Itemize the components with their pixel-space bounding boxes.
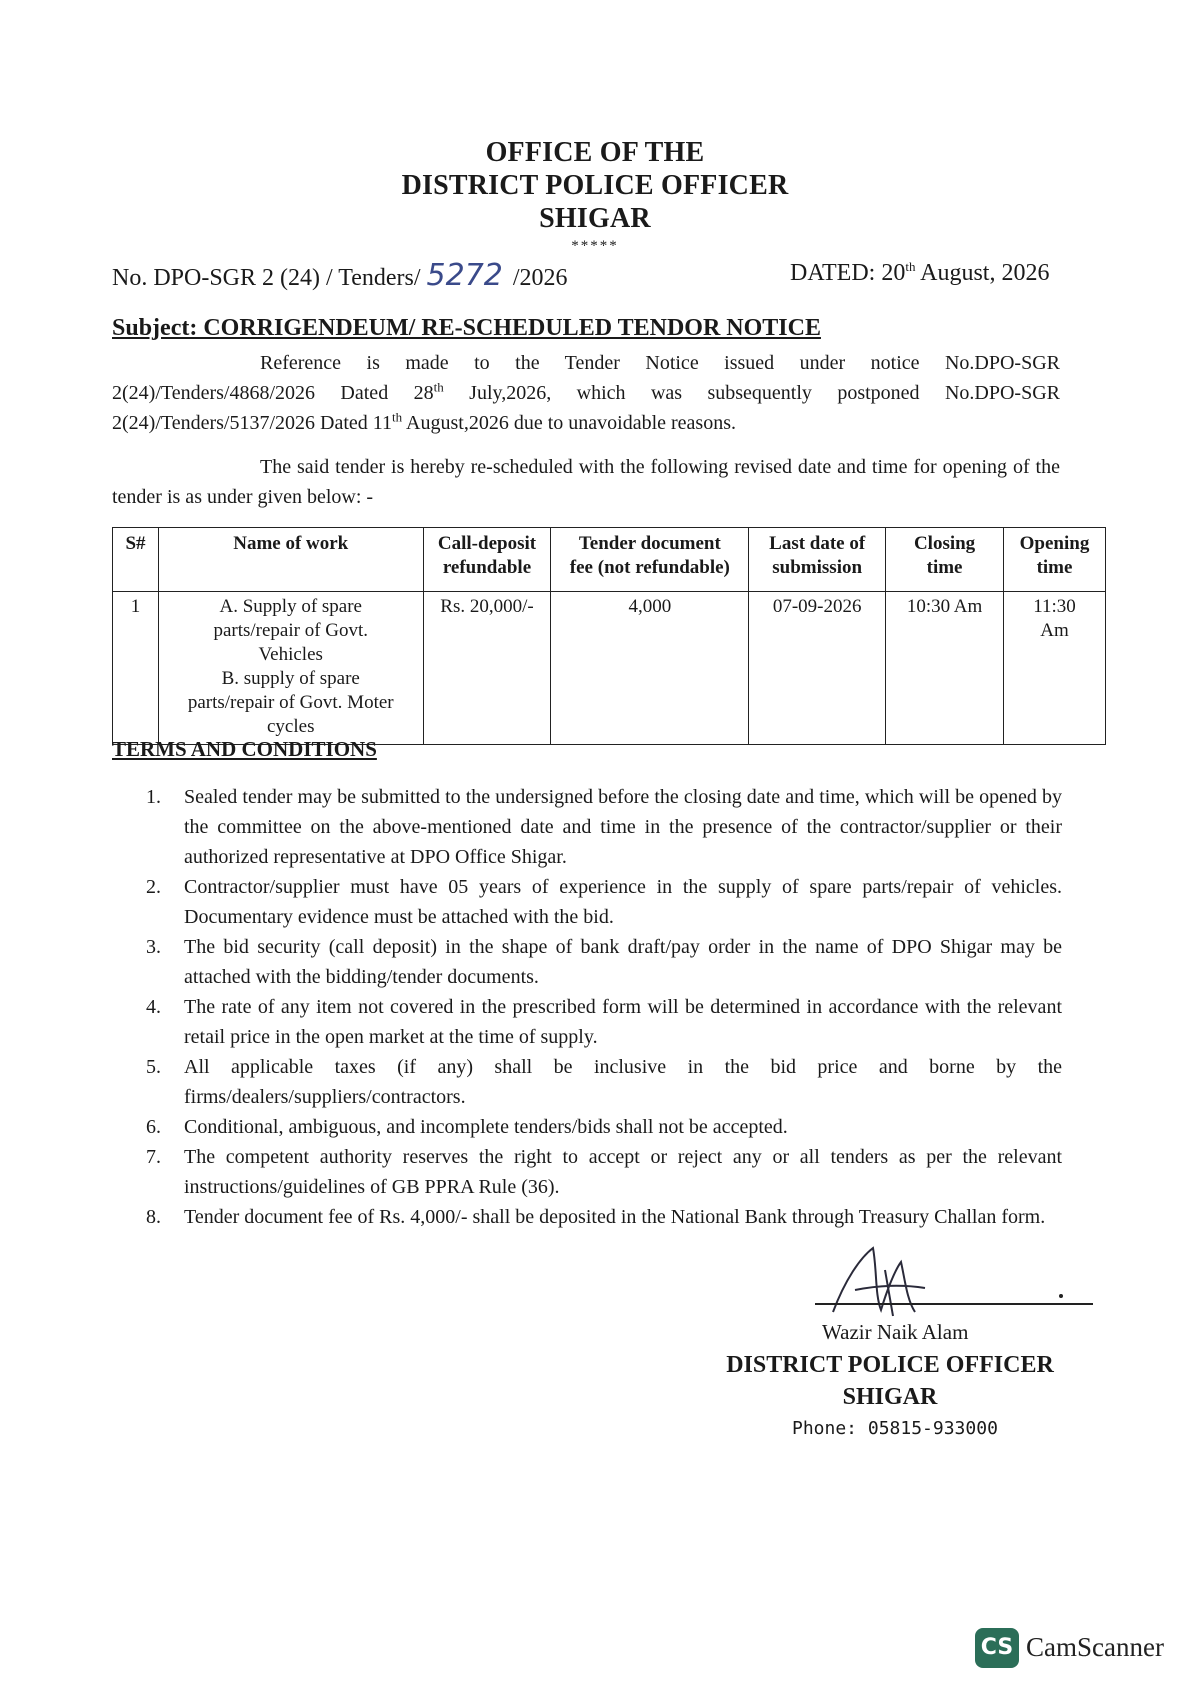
reference-prefix: No. DPO-SGR 2 (24) / Tenders/ xyxy=(112,265,421,291)
office-heading-title: DISTRICT POLICE OFFICER xyxy=(401,170,789,201)
list-item: 5. All applicable taxes (if any) shall be inclusive in the bid price and borne by the firms/dealers/suppliers/contractors. xyxy=(146,1056,1062,1108)
list-item: 3. The bid security (call deposit) in the shape of bank draft/pay order in the name of DPO Shigar may be attached with the bidding/tender documents. xyxy=(146,936,1062,988)
office-heading-location: SHIGAR xyxy=(539,203,651,234)
signature-line xyxy=(815,1303,1093,1305)
handwritten-reference-number: 5272 xyxy=(426,258,503,293)
cell-sno: 1 xyxy=(113,592,159,745)
subject-line: Subject: CORRIGENDEUM/ RE-SCHEDULED TENDOR NOTICE xyxy=(112,315,821,341)
date-prefix: DATED: 20 xyxy=(790,260,906,286)
signatory-name: Wazir Naik Alam xyxy=(822,1320,969,1344)
reschedule-paragraph: The said tender is hereby re-scheduled with the following revised date and time for opening of the tender is as under given below: - xyxy=(112,456,1060,508)
header-separator-stars: ***** xyxy=(571,238,619,254)
list-item: 6. Conditional, ambiguous, and incomplete tenders/bids shall not be accepted. xyxy=(146,1116,788,1138)
paragraph-text: July,2026, which was subsequently postponed No.DPO-SGR 2(24)/Tenders/5137/2026 Dated 11 xyxy=(112,382,1060,434)
signatory-title: DISTRICT POLICE OFFICER xyxy=(726,1352,1054,1378)
list-item: 8. Tender document fee of Rs. 4,000/- shall be deposited in the National Bank through Treasury Challan form. xyxy=(146,1206,1046,1228)
cell-last-date: 07-09-2026 xyxy=(749,592,886,745)
header-last-date: Last date of submission xyxy=(749,528,886,592)
list-item: 4. The rate of any item not covered in the prescribed form will be determined in accordance with the relevant retail price in the open market at the time of supply. xyxy=(146,996,1062,1048)
list-item: 1. Sealed tender may be submitted to the undersigned before the closing date and time, which will be opened by the committee on the above-mentioned date and time in the presence of the contractor/supplier or their authorized representative at DPO Office Shigar. xyxy=(146,786,1062,868)
signatory-location: SHIGAR xyxy=(842,1384,938,1410)
cell-opening-time: 11:30 Am xyxy=(1004,592,1106,745)
ordinal-sup: th xyxy=(433,379,444,395)
camscanner-label: CamScanner xyxy=(1026,1632,1164,1662)
paragraph-text: August,2026 due to unavoidable reasons. xyxy=(402,412,736,434)
office-heading: OFFICE OF THE xyxy=(485,137,705,168)
handwritten-signature xyxy=(815,1240,1095,1330)
tender-schedule-table xyxy=(112,527,1106,745)
reference-number xyxy=(112,258,568,293)
terms-title: TERMS AND CONDITIONS xyxy=(112,737,377,761)
header-call-deposit: Call-deposit refundable xyxy=(423,528,551,592)
reference-paragraph xyxy=(112,348,1060,438)
document-date xyxy=(790,260,1049,287)
table-row xyxy=(113,592,1106,745)
header-opening-time: Opening time xyxy=(1004,528,1106,592)
reference-year: /2026 xyxy=(512,265,568,291)
cell-tender-fee: 4,000 xyxy=(551,592,749,745)
table-header-row xyxy=(113,528,1106,592)
header-closing-time: Closing time xyxy=(886,528,1004,592)
date-ordinal: th xyxy=(905,259,916,274)
list-item: 7. The competent authority reserves the right to accept or reject any or all tenders as per the relevant instructions/guidelines of GB PPRA Rule (36). xyxy=(146,1146,1062,1198)
header-sno: S# xyxy=(113,528,159,592)
date-suffix: August, 2026 xyxy=(915,260,1050,286)
paragraph-text: Reference is made to the Tender Notice issued under notice No.DPO-SGR 2(24)/Tenders/4868/2026 Dated 28 xyxy=(112,352,1060,404)
camscanner-logo-icon: CS xyxy=(975,1628,1019,1668)
terms-list xyxy=(112,782,1062,1232)
ordinal-sup: th xyxy=(392,409,403,425)
header-name-of-work: Name of work xyxy=(158,528,423,592)
cell-name-of-work: A. Supply of spare parts/repair of Govt. Vehicles B. supply of spare parts/repair of Govt. Moter cycles xyxy=(158,592,423,745)
header-tender-fee: Tender document fee (not refundable) xyxy=(551,528,749,592)
cell-call-deposit: Rs. 20,000/- xyxy=(423,592,551,745)
cell-closing-time: 10:30 Am xyxy=(886,592,1004,745)
phone-number: Phone: 05815-933000 xyxy=(792,1418,998,1439)
list-item: 2. Contractor/supplier must have 05 years of experience in the supply of spare parts/repair of vehicles. Documentary evidence must be attached with the bid. xyxy=(146,876,1062,928)
